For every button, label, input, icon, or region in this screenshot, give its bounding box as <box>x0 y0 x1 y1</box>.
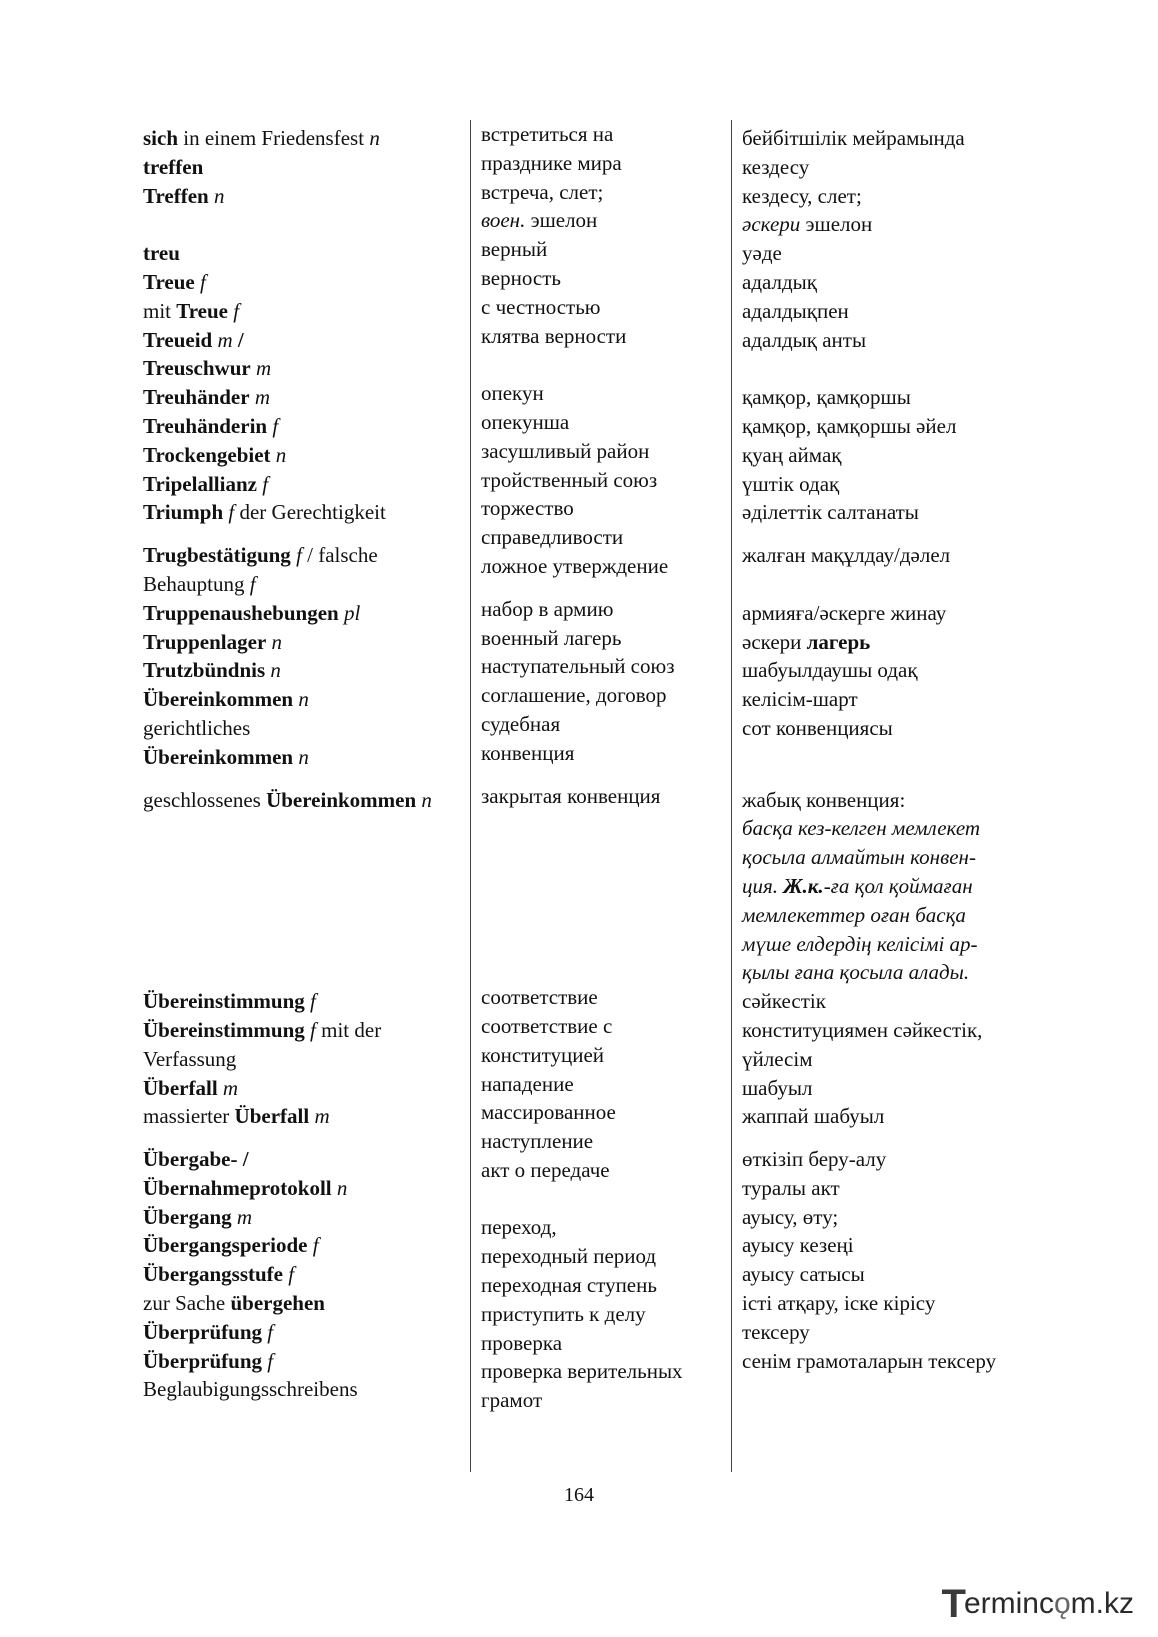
german-entry-line <box>143 901 463 930</box>
russian-entry-line <box>481 1300 731 1329</box>
german-entry-line <box>143 872 463 901</box>
german-entry-text: m <box>249 385 270 410</box>
german-entry-line <box>143 958 463 987</box>
kazakh-entry-line <box>742 743 1042 772</box>
russian-entry-line <box>481 595 731 624</box>
kazakh-column <box>742 124 1042 1375</box>
russian-entry-text: массированное <box>481 1100 616 1125</box>
russian-entry-line <box>481 437 731 466</box>
kazakh-entry-line <box>742 872 1042 901</box>
german-entry-line <box>143 210 463 239</box>
german-entry-text: f <box>262 1319 274 1344</box>
russian-entry-line <box>481 1098 731 1127</box>
kazakh-entry-line <box>742 153 1042 182</box>
german-entry-line <box>143 1016 463 1045</box>
kazakh-entry-text: жаппай шабуыл <box>742 1104 885 1129</box>
german-entry-line <box>143 412 463 441</box>
kazakh-entry-line <box>742 843 1042 872</box>
russian-entry-text: ложное утверждение <box>481 553 669 578</box>
german-entry-text: Überfall <box>143 1075 218 1100</box>
russian-entry-line <box>481 868 731 897</box>
german-entry-text: in einem Friedensfest <box>178 126 370 150</box>
german-entry-text: n <box>270 442 287 467</box>
termincom-watermark-logo <box>942 1582 1134 1626</box>
german-entry-text: Trutzbündnis <box>143 658 266 683</box>
german-entry-text: Treuhänder <box>143 385 250 410</box>
german-entry-text: / falsche <box>301 543 378 568</box>
kazakh-entry-text: ауысу, өту; <box>742 1204 839 1229</box>
russian-entry-text: военный лагерь <box>481 625 622 650</box>
russian-entry-text: с честностью <box>481 294 601 319</box>
russian-entry-line <box>481 1041 731 1070</box>
german-entry-text: f <box>304 1017 316 1042</box>
german-entry-text: zur Sache <box>143 1291 231 1316</box>
russian-entry-text: опекун <box>481 381 544 406</box>
german-entry-line <box>143 1260 463 1289</box>
german-entry-text: treffen <box>143 154 204 179</box>
watermark-text-mid: erminc <box>963 1587 1054 1620</box>
kazakh-entry-text: кездесу <box>742 154 810 179</box>
russian-entry-line <box>481 926 731 955</box>
kazakh-entry-line <box>742 714 1042 743</box>
russian-entry-text: наступление <box>481 1129 594 1154</box>
german-entry-text: m <box>217 1075 239 1100</box>
german-entry-text: n <box>293 687 309 712</box>
kazakh-entry-text: қамқор, қамқоршы әйел <box>742 413 957 438</box>
russian-entry-text: верный <box>481 237 548 262</box>
kazakh-entry-text: туралы акт <box>742 1175 840 1200</box>
russian-entry-text: проверка <box>481 1330 563 1355</box>
russian-entry-line <box>481 652 731 681</box>
russian-entry-line <box>481 178 731 207</box>
russian-entry-text: переходный период <box>481 1244 657 1269</box>
kazakh-entry-line <box>742 1347 1042 1376</box>
german-entry-text: Übergangsperiode <box>143 1233 308 1258</box>
watermark-initial: T <box>941 1581 964 1626</box>
russian-entry-line <box>481 120 731 149</box>
german-entry-line <box>143 1347 463 1376</box>
german-entry-line <box>143 1375 463 1404</box>
german-entry-text: f <box>194 269 206 294</box>
kazakh-entry-text: үйлесім <box>742 1046 813 1071</box>
kazakh-entry-text: сенім грамоталарын тексеру <box>742 1348 997 1373</box>
russian-entry-line <box>481 408 731 437</box>
german-entry-text: f <box>267 413 279 438</box>
russian-entry-text: соответствие с <box>481 1013 613 1038</box>
german-entry-line <box>143 656 463 685</box>
russian-entry-text: приступить к делу <box>481 1301 646 1326</box>
kazakh-entry-line <box>742 1016 1042 1045</box>
russian-entry-text: верность <box>481 265 561 290</box>
german-entry-text: f <box>256 471 269 496</box>
kazakh-entry-line <box>742 354 1042 383</box>
kazakh-entry-line <box>742 498 1042 527</box>
russian-entry-line <box>481 379 731 408</box>
russian-entry-line <box>481 1070 731 1099</box>
russian-entry-text: переход, <box>481 1215 557 1240</box>
kazakh-entry-line <box>742 297 1042 326</box>
russian-entry-line <box>481 1156 731 1185</box>
russian-entry-line <box>481 350 731 379</box>
german-entry-line <box>143 570 463 599</box>
russian-entry-text: торжество <box>481 496 574 521</box>
german-entry-line <box>143 1145 463 1174</box>
kazakh-entry-text: конституциямен сәйкестік, <box>742 1017 983 1042</box>
russian-entry-text: судебная <box>481 711 561 736</box>
russian-entry-text: наступательный союз <box>481 654 675 679</box>
german-entry-text: geschlossenes <box>143 787 267 812</box>
russian-entry-text: конвенция <box>481 740 575 765</box>
german-entry-text: massierter <box>143 1104 235 1129</box>
german-entry-text: m <box>309 1104 330 1129</box>
russian-entry-line <box>481 810 731 839</box>
german-entry-text: mit <box>143 298 177 323</box>
german-entry-line <box>143 498 463 527</box>
german-entry-line <box>143 1231 463 1260</box>
column-divider-left <box>470 120 471 1472</box>
kazakh-entry-line <box>742 599 1042 628</box>
german-entry-text: Übereinstimmung <box>143 989 305 1014</box>
russian-entry-line <box>481 322 731 351</box>
russian-entry-text: набор в армию <box>481 596 614 621</box>
kazakh-entry-text: қамқор, қамқоршы <box>742 385 911 410</box>
german-entry-text: gerichtliches <box>143 715 251 740</box>
russian-entry-text: переходная ступень <box>481 1273 657 1298</box>
german-entry-line <box>143 814 463 843</box>
russian-column <box>481 120 731 1415</box>
kazakh-entry-text: сот конвенциясы <box>742 715 893 740</box>
german-entry-text: übergehen <box>230 1291 325 1316</box>
russian-entry-line <box>481 1242 731 1271</box>
russian-entry-line <box>481 466 731 495</box>
kazakh-entry-line <box>742 182 1042 211</box>
kazakh-entry-text: армияға/әскерге жинау <box>742 600 947 625</box>
kazakh-entry-line <box>742 656 1042 685</box>
kazakh-entry-text: адалдықпен <box>742 298 849 323</box>
german-entry-text: n <box>208 183 225 208</box>
russian-entry-line <box>481 839 731 868</box>
german-entry-text: m <box>231 1204 253 1229</box>
german-entry-text: pl <box>338 600 361 625</box>
russian-entry-text: закрытая конвенция <box>481 783 661 808</box>
kazakh-entry-line <box>742 1289 1042 1318</box>
german-entry-line <box>143 383 463 412</box>
german-entry-text: Verfassung <box>143 1046 237 1071</box>
russian-entry-text: грамот <box>481 1388 543 1413</box>
russian-entry-text: празднике мира <box>481 150 622 175</box>
russian-entry-line <box>481 494 731 523</box>
german-entry-text: f <box>244 571 256 596</box>
german-entry-text: f <box>283 1262 295 1287</box>
german-entry-line <box>143 441 463 470</box>
german-entry-text: mit der <box>315 1017 382 1042</box>
kazakh-entry-line <box>742 814 1042 843</box>
page-number: 164 <box>564 1484 594 1506</box>
kazakh-entry-line <box>742 1231 1042 1260</box>
kazakh-entry-line <box>742 541 1042 570</box>
german-entry-text: m <box>212 327 238 352</box>
german-entry-text: Übereinkommen <box>143 744 294 769</box>
german-entry-text: Trockengebiet <box>143 442 271 467</box>
kazakh-entry-text: істі атқару, іске кірісу <box>742 1291 936 1316</box>
german-entry-text: sich <box>143 126 179 150</box>
kazakh-entry-text: ауысу кезеңі <box>742 1233 854 1258</box>
german-entry-text: m <box>250 356 272 381</box>
german-entry-text: Truppenlager <box>143 629 267 654</box>
german-entry-text: Treue <box>143 269 195 294</box>
russian-entry-line <box>481 1329 731 1358</box>
german-entry-text: Übergang <box>143 1204 232 1229</box>
german-entry-text: Übergabe- / <box>143 1147 249 1172</box>
russian-entry-line <box>481 1386 731 1415</box>
russian-entry-line <box>481 897 731 926</box>
russian-entry-line <box>481 1357 731 1386</box>
german-entry-text: Beglaubigungsschreibens <box>143 1377 358 1402</box>
russian-entry-line <box>481 523 731 552</box>
russian-entry-line <box>481 264 731 293</box>
kazakh-entry-line <box>742 1174 1042 1203</box>
kazakh-entry-text: мүше елдердің келісімі ар- <box>742 931 978 956</box>
kazakh-entry-line <box>742 210 1042 239</box>
russian-entry-text: воен. <box>481 208 526 233</box>
german-entry-line <box>143 182 463 211</box>
kazakh-entry-text: мемлекеттер оған басқа <box>742 902 966 927</box>
kazakh-entry-line <box>742 470 1042 499</box>
german-entry-text: n <box>369 126 380 150</box>
russian-entry-line <box>481 235 731 264</box>
russian-entry-text: соответствие <box>481 985 598 1010</box>
kazakh-entry-line <box>742 901 1042 930</box>
german-entry-text: n <box>331 1175 348 1200</box>
kazakh-entry-text: жабық конвенция: <box>742 787 906 812</box>
kazakh-entry-text: қылы ғана қосыла алады. <box>742 960 970 985</box>
russian-entry-line <box>481 1185 731 1214</box>
russian-entry-line <box>481 681 731 710</box>
kazakh-entry-line <box>742 786 1042 815</box>
kazakh-entry-line <box>742 1074 1042 1103</box>
german-entry-text: f <box>304 989 316 1014</box>
german-entry-line <box>143 843 463 872</box>
german-column <box>143 124 463 1404</box>
kazakh-entry-text: басқа кез-келген мемлекет <box>742 816 981 841</box>
kazakh-entry-text: ция. <box>742 873 784 898</box>
german-entry-line <box>143 153 463 182</box>
german-entry-text: Übernahmeprotokoll <box>143 1175 332 1200</box>
kazakh-entry-text: қуаң аймақ <box>742 442 842 467</box>
kazakh-entry-text: шабуылдаушы одақ <box>742 658 918 683</box>
russian-entry-text: тройственный союз <box>481 467 658 492</box>
german-entry-text: Übereinkommen <box>266 787 417 812</box>
german-entry-text: Überfall <box>234 1104 310 1129</box>
kazakh-entry-text: Ж.к. <box>783 873 824 898</box>
kazakh-entry-text: сәйкестік <box>742 989 826 1014</box>
russian-entry-line <box>481 624 731 653</box>
german-entry-line <box>143 354 463 383</box>
german-entry-line <box>143 1102 463 1131</box>
kazakh-entry-text: шабуыл <box>742 1075 813 1100</box>
german-entry-line <box>143 239 463 268</box>
kazakh-entry-text: үштік одақ <box>742 471 840 496</box>
russian-entry-line <box>481 739 731 768</box>
russian-entry-line <box>481 983 731 1012</box>
kazakh-entry-text: -ға қол қоймаған <box>823 873 973 898</box>
russian-entry-text: проверка верительных <box>481 1359 683 1384</box>
german-entry-text: Truppenaushebungen <box>143 600 339 625</box>
russian-entry-line <box>481 954 731 983</box>
russian-entry-line <box>481 1271 731 1300</box>
russian-entry-line <box>481 1127 731 1156</box>
kazakh-entry-text: қосыла алмайтын конвен- <box>742 845 976 870</box>
kazakh-entry-text: әскери <box>742 212 801 237</box>
kazakh-entry-text: кездесу, слет; <box>742 183 862 208</box>
german-entry-text: n <box>293 744 309 769</box>
kazakh-entry-text: лагерь <box>806 629 871 654</box>
kazakh-entry-line <box>742 1145 1042 1174</box>
german-entry-line <box>143 297 463 326</box>
german-entry-text: der Gerechtigkeit <box>234 500 386 525</box>
german-entry-line <box>143 987 463 1016</box>
german-entry-text: Tripelallianz <box>143 471 257 496</box>
german-entry-text: f <box>262 1348 274 1373</box>
kazakh-entry-line <box>742 1102 1042 1131</box>
russian-entry-line <box>481 1012 731 1041</box>
german-entry-line <box>143 268 463 297</box>
german-entry-text: Übergangsstufe <box>143 1262 283 1287</box>
kazakh-entry-line <box>742 239 1042 268</box>
russian-entry-line <box>481 149 731 178</box>
german-entry-text: / <box>237 327 244 352</box>
kazakh-entry-line <box>742 124 1042 153</box>
kazakh-entry-line <box>742 1203 1042 1232</box>
russian-entry-line <box>481 710 731 739</box>
kazakh-entry-line <box>742 958 1042 987</box>
russian-entry-text: справедливости <box>481 525 624 550</box>
german-entry-line <box>143 1289 463 1318</box>
kazakh-entry-text: әділеттік салтанаты <box>742 500 919 525</box>
russian-entry-line <box>481 1213 731 1242</box>
german-entry-line <box>143 541 463 570</box>
kazakh-entry-line <box>742 987 1042 1016</box>
kazakh-entry-text: өткізіп беру-алу <box>742 1147 887 1172</box>
kazakh-entry-text: эшелон <box>800 212 873 237</box>
russian-entry-text: засушливый район <box>481 438 650 463</box>
german-entry-line <box>143 1045 463 1074</box>
russian-entry-text: акт о передаче <box>481 1157 610 1182</box>
kazakh-entry-text: жалған мақұлдау/дәлел <box>742 543 951 568</box>
russian-entry-text: встреча, слет; <box>481 179 604 204</box>
russian-entry-text: встретиться на <box>481 122 614 146</box>
kazakh-entry-line <box>742 570 1042 599</box>
german-entry-text: Triumph <box>143 500 224 525</box>
german-entry-line <box>143 1074 463 1103</box>
kazakh-entry-line <box>742 1045 1042 1074</box>
german-entry-text: n <box>266 629 283 654</box>
russian-entry-text: клятва верности <box>481 323 627 348</box>
kazakh-entry-line <box>742 1260 1042 1289</box>
german-entry-line <box>143 786 463 815</box>
german-entry-line <box>143 599 463 628</box>
german-entry-line <box>143 1203 463 1232</box>
kazakh-entry-text: бейбітшілік мейрамында <box>742 126 965 150</box>
kazakh-entry-text: адалдық анты <box>742 327 867 352</box>
german-entry-text: Behauptung <box>143 571 245 596</box>
german-entry-line <box>143 743 463 772</box>
kazakh-entry-text: адалдық <box>742 269 817 294</box>
russian-entry-text: опекунша <box>481 409 570 434</box>
german-entry-text: Überprüfung <box>143 1319 263 1344</box>
russian-entry-line <box>481 293 731 322</box>
russian-entry-text: эшелон <box>525 208 598 233</box>
german-entry-line <box>143 124 463 153</box>
kazakh-entry-text: әскери <box>742 629 807 654</box>
russian-entry-text: соглашение, договор <box>481 683 667 708</box>
german-entry-line <box>143 685 463 714</box>
german-entry-text: f <box>290 543 302 568</box>
kazakh-entry-line <box>742 1318 1042 1347</box>
russian-entry-line <box>481 552 731 581</box>
german-entry-line <box>143 1318 463 1347</box>
german-entry-text: Treffen <box>143 183 209 208</box>
kazakh-entry-line <box>742 268 1042 297</box>
german-entry-text: Treue <box>176 298 228 323</box>
kazakh-entry-text: ауысу сатысы <box>742 1262 865 1287</box>
german-entry-text: Treuschwur <box>143 356 251 381</box>
kazakh-entry-line <box>742 930 1042 959</box>
german-entry-text: Überprüfung <box>143 1348 263 1373</box>
kazakh-entry-line <box>742 412 1042 441</box>
german-entry-line <box>143 930 463 959</box>
german-entry-text: Übereinstimmung <box>143 1017 305 1042</box>
german-entry-line <box>143 714 463 743</box>
german-entry-line <box>143 326 463 355</box>
german-entry-line <box>143 470 463 499</box>
german-entry-line <box>143 628 463 657</box>
german-entry-text: treu <box>143 241 180 266</box>
german-entry-text: f <box>223 500 235 525</box>
kazakh-entry-line <box>742 441 1042 470</box>
kazakh-entry-line <box>742 326 1042 355</box>
kazakh-entry-line <box>742 685 1042 714</box>
kazakh-entry-line <box>742 628 1042 657</box>
german-entry-text: n <box>265 658 281 683</box>
column-divider-right <box>731 120 732 1472</box>
german-entry-text: f <box>307 1233 319 1258</box>
kazakh-entry-line <box>742 383 1042 412</box>
german-entry-line <box>143 1174 463 1203</box>
russian-entry-text: конституцией <box>481 1042 605 1067</box>
german-entry-text: Trugbestätigung <box>143 543 291 568</box>
german-entry-text: Übereinkommen <box>143 687 294 712</box>
russian-entry-line <box>481 782 731 811</box>
german-entry-text: Treueid <box>143 327 213 352</box>
watermark-q-glyph: ǫ <box>1053 1587 1071 1620</box>
kazakh-entry-text: келісім-шарт <box>742 687 858 712</box>
kazakh-entry-text: уәде <box>742 241 782 266</box>
watermark-text-end: m.kz <box>1070 1587 1134 1620</box>
german-entry-text: Treuhänderin <box>143 413 268 438</box>
german-entry-text: n <box>416 787 432 812</box>
kazakh-entry-text: тексеру <box>742 1319 810 1344</box>
russian-entry-text: нападение <box>481 1071 574 1096</box>
russian-entry-line <box>481 206 731 235</box>
german-entry-text: f <box>227 298 240 323</box>
